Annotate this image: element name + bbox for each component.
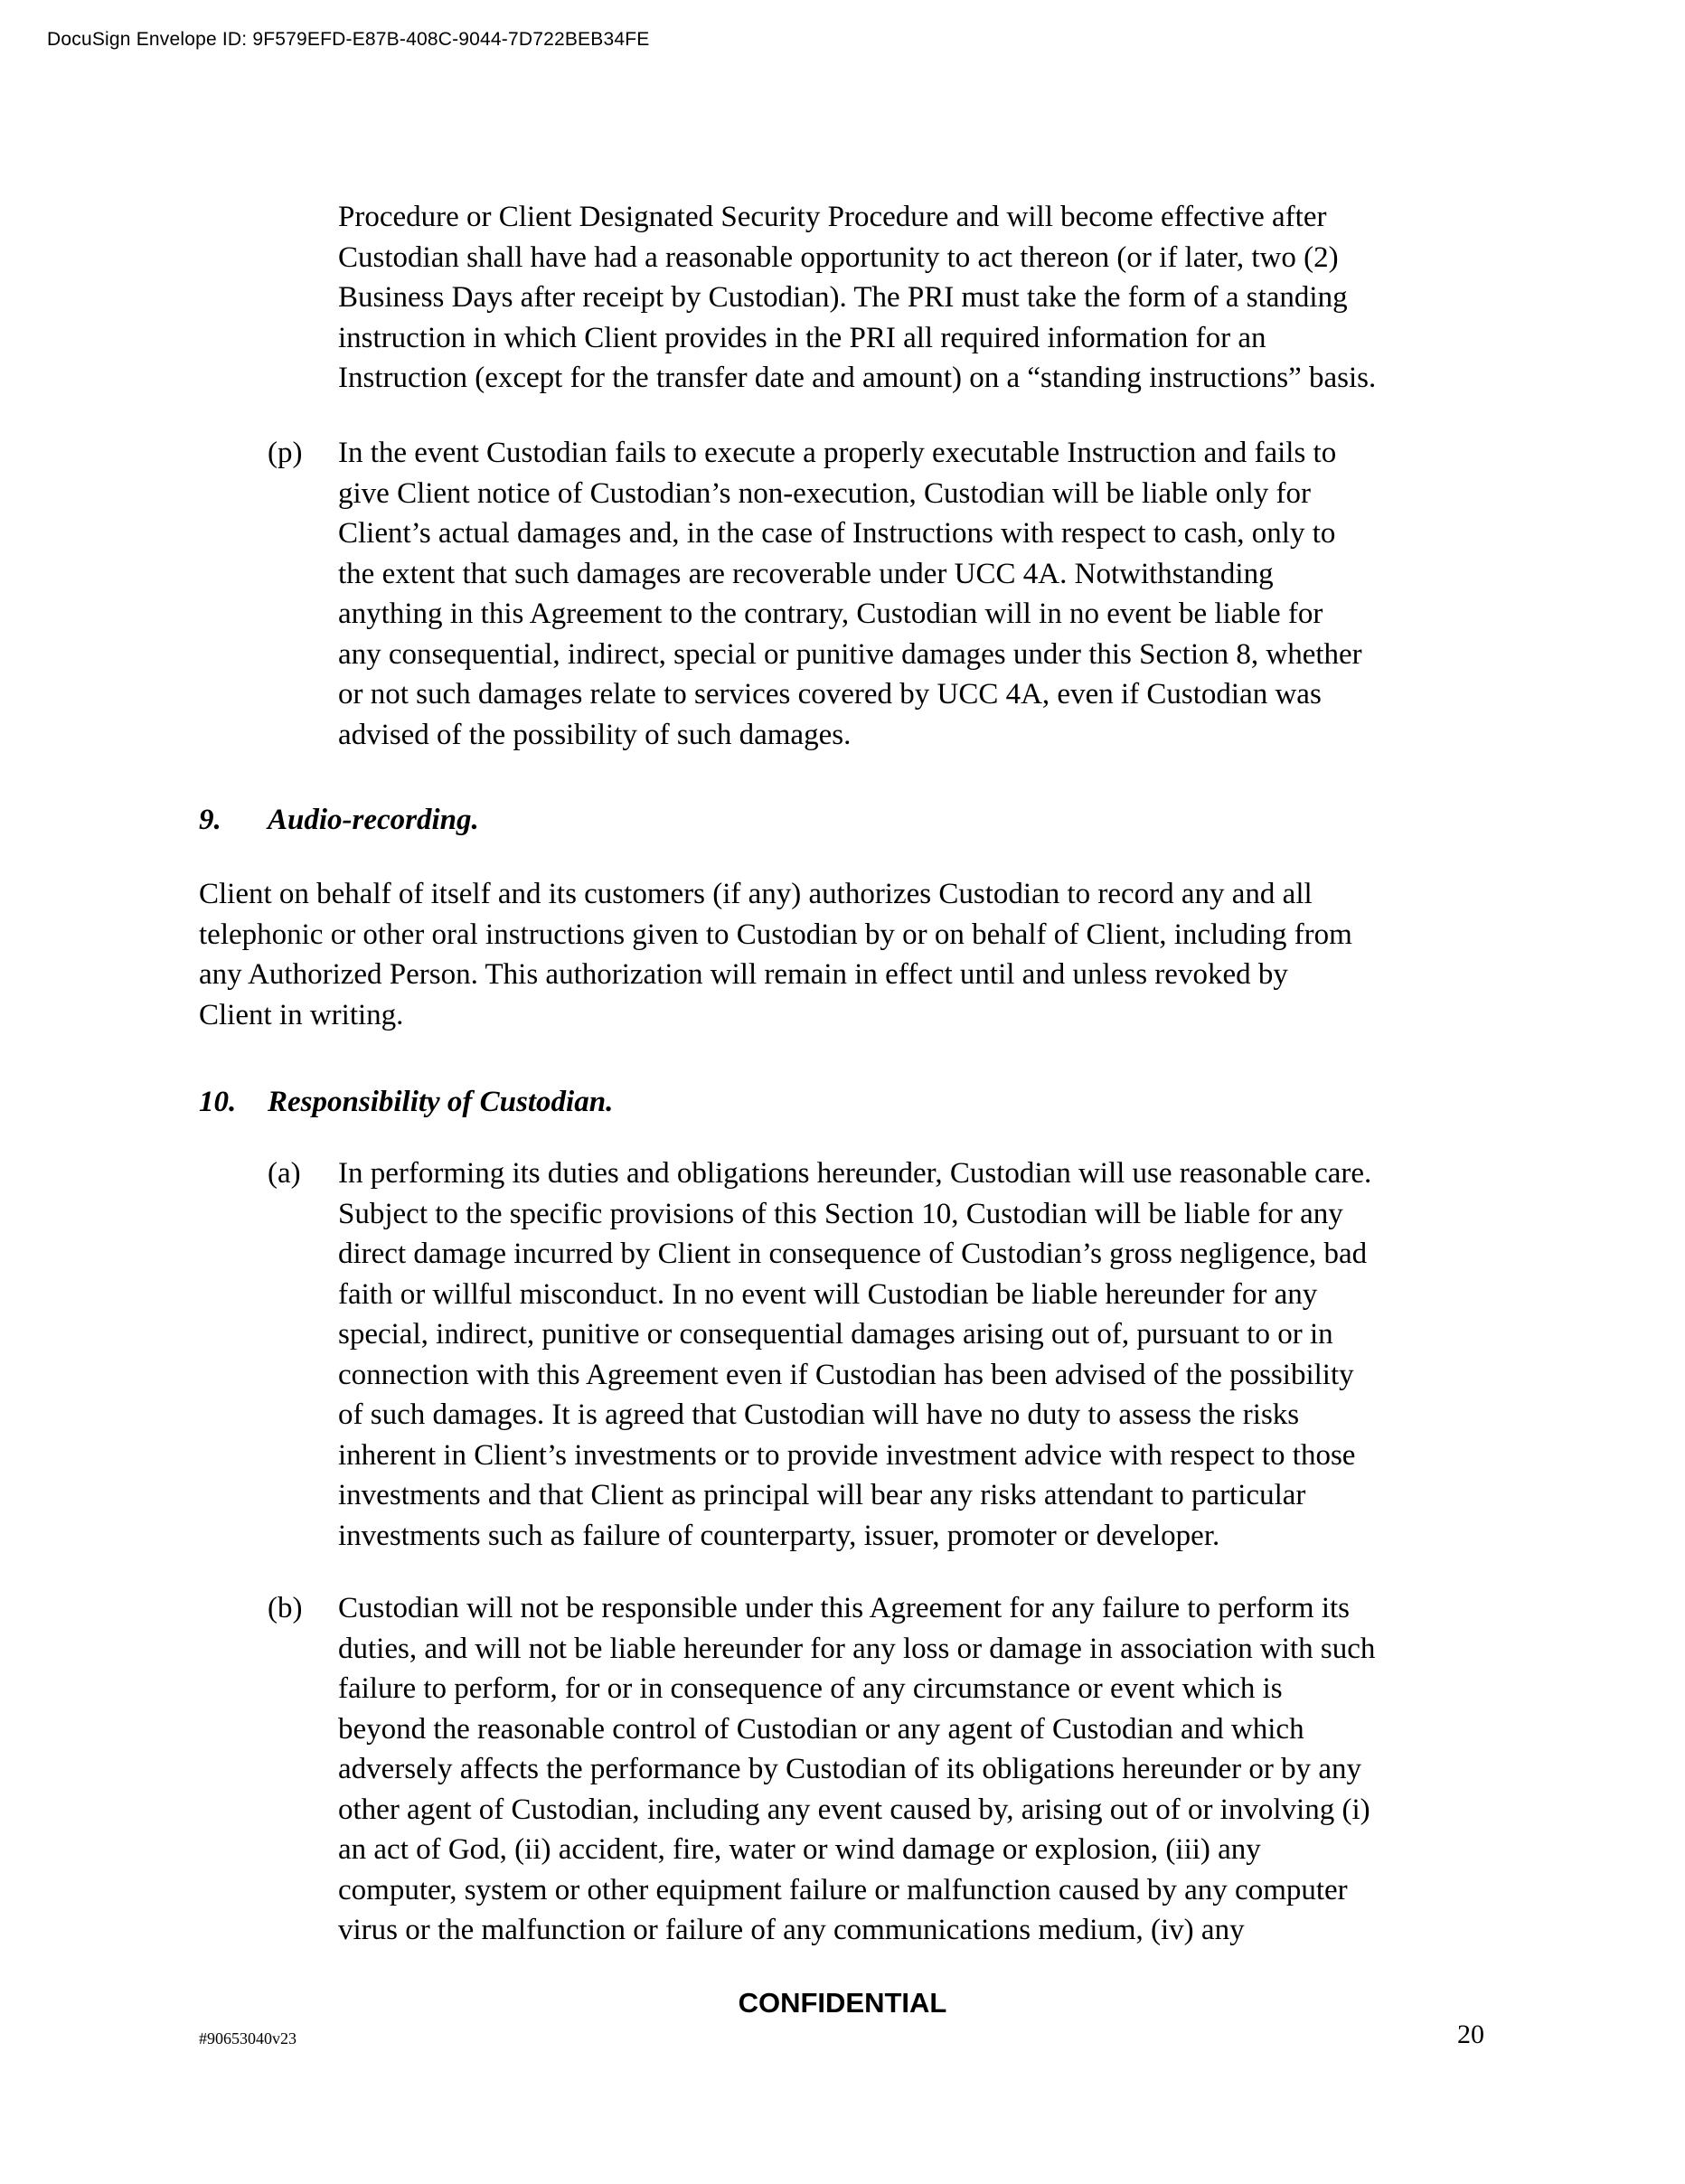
section-title: Audio-recording. (268, 804, 479, 836)
text-line: any Authorized Person. This authorization will remain in effect until and unless revoked by (199, 958, 1288, 991)
para-b-marker: (b) (268, 1592, 303, 1624)
para-a-text (338, 1153, 1371, 1556)
text-line: failure to perform, for or in consequence of any circumstance or event which is (338, 1672, 1283, 1705)
document-number: #90653040v23 (199, 2029, 297, 2048)
text-line: Subject to the specific provisions of this Section 10, Custodian will be liable for any (338, 1197, 1343, 1230)
text-line: adversely affects the performance by Custodian of its obligations hereunder or by any (338, 1753, 1362, 1785)
text-line: Procedure or Client Designated Security Procedure and will become effective after (338, 201, 1327, 233)
text-line: connection with this Agreement even if Custodian has been advised of the possibility (338, 1358, 1354, 1391)
confidential-label: CONFIDENTIAL (738, 1987, 947, 2019)
text-line: an act of God, (ii) accident, fire, water or wind damage or explosion, (iii) any (338, 1833, 1261, 1866)
text-line: give Client notice of Custodian’s non-execution, Custodian will be liable only for (338, 476, 1311, 510)
section-9-paragraph (199, 874, 1352, 1035)
text-line: any consequential, indirect, special or punitive damages under this Section 8, whether (338, 637, 1362, 671)
text-line: Instruction (except for the transfer date and amount) on a “standing instructions” basis. (338, 362, 1377, 394)
section-number: 9. (199, 804, 221, 836)
text-line: In the event Custodian fails to execute a properly executable Instruction and fails to (338, 437, 1337, 469)
section-title: Responsibility of Custodian. (268, 1086, 614, 1118)
text-line: investments such as failure of counterparty, issuer, promoter or developer. (338, 1519, 1220, 1552)
text-line: In performing its duties and obligations hereunder, Custodian will use reasonable care. (338, 1157, 1372, 1190)
text-line: investments and that Client as principal will bear any risks attendant to particular (338, 1479, 1306, 1511)
text-line: direct damage incurred by Client in consequence of Custodian’s gross negligence, bad (338, 1238, 1368, 1270)
text-line: of such damages. It is agreed that Custodian will have no duty to assess the risks (338, 1398, 1300, 1431)
text-line: anything in this Agreement to the contrary, Custodian will in no event be liable for (338, 598, 1323, 630)
text-line: duties, and will not be liable hereunder for any loss or damage in association with such (338, 1632, 1376, 1665)
text-line: telephonic or other oral instructions given to Custodian by or on behalf of Client, including from (199, 918, 1352, 951)
text-line: virus or the malfunction or failure of any communications medium, (iv) any (338, 1914, 1245, 1946)
text-line: or not such damages relate to services covered by UCC 4A, even if Custodian was (338, 678, 1322, 711)
para-a-marker: (a) (268, 1157, 301, 1190)
section-10-heading (199, 1082, 613, 1123)
text-line: faith or willful misconduct. In no event will Custodian be liable hereunder for any (338, 1277, 1318, 1311)
text-line: the extent that such damages are recoverable under UCC 4A. Notwithstanding (338, 557, 1274, 590)
section-number: 10. (199, 1086, 237, 1118)
envelope-id: DocuSign Envelope ID: 9F579EFD-E87B-408C-9044-7D722BEB34FE (47, 29, 650, 50)
para-b-text (338, 1588, 1375, 1951)
text-line: Custodian will not be responsible under this Agreement for any failure to perform its (338, 1592, 1351, 1624)
text-line: beyond the reasonable control of Custodian or any agent of Custodian and which (338, 1712, 1304, 1746)
para-p-marker: (p) (268, 437, 303, 469)
text-line: advised of the possibility of such damages. (338, 718, 852, 751)
page-number: 20 (1457, 2019, 1484, 2049)
section-9-heading (199, 800, 479, 841)
text-line: Business Days after receipt by Custodian). The PRI must take the form of a standing (338, 281, 1348, 314)
text-line: inherent in Client’s investments or to provide investment advice with respect to those (338, 1438, 1356, 1472)
text-line: special, indirect, punitive or consequential damages arising out of, pursuant to or in (338, 1318, 1333, 1351)
continuation-paragraph (338, 197, 1376, 399)
text-line: other agent of Custodian, including any event caused by, arising out of or involving (i) (338, 1793, 1370, 1826)
text-line: computer, system or other equipment failure or malfunction caused by any computer (338, 1873, 1348, 1906)
text-line: Client on behalf of itself and its customers (if any) authorizes Custodian to record any and all (199, 878, 1313, 910)
text-line: Custodian shall have had a reasonable opportunity to act thereon (or if later, two (2) (338, 240, 1339, 274)
para-p-text (338, 433, 1362, 755)
text-line: instruction in which Client provides in the PRI all required information for an (338, 321, 1266, 354)
text-line: Client in writing. (199, 998, 404, 1031)
text-line: Client’s actual damages and, in the case of Instructions with respect to cash, only to (338, 517, 1336, 550)
